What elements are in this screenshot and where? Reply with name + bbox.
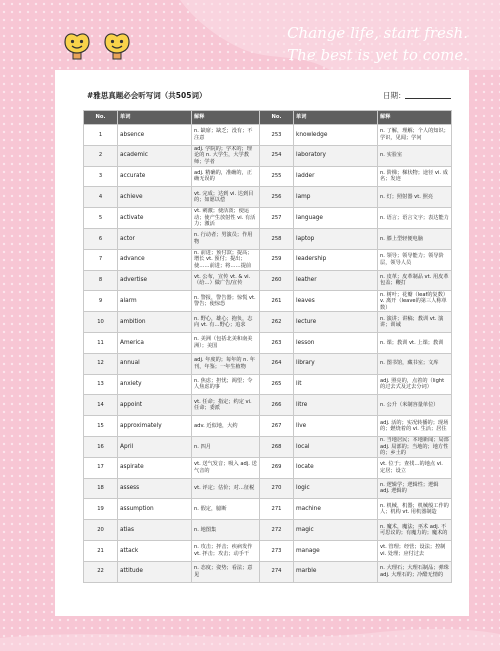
row-word: lamp	[294, 187, 378, 208]
table-row	[84, 457, 452, 478]
row-meaning: n. 态度；姿势；看法；意见	[192, 561, 260, 582]
row-meaning: n. 攻击；抨击；疾病发作 vt. 抨击；攻击；动手干	[192, 540, 260, 561]
row-number: 267	[260, 416, 294, 437]
row-meaning: n. 机械，机器；机械般工作的人；机构 vt. 用机器制造	[378, 499, 452, 520]
row-number: 6	[84, 228, 118, 249]
row-number: 265	[260, 374, 294, 395]
row-meaning: n. 膝上型轻便电脑	[378, 228, 452, 249]
row-word: lecture	[294, 312, 378, 333]
row-word: actor	[118, 228, 192, 249]
row-word: laboratory	[294, 145, 378, 166]
row-meaning: n. 逻辑学；逻辑性；逻辑 adj. 逻辑的	[378, 478, 452, 499]
table-row	[84, 436, 452, 457]
row-meaning: n. 当地居民；本地新闻；局部 adj. 局部的；当地的；地方性的；乡土的	[378, 436, 452, 457]
row-number: 269	[260, 457, 294, 478]
row-word: leather	[294, 270, 378, 291]
header-meaning: 解释	[192, 111, 260, 125]
row-number: 271	[260, 499, 294, 520]
document-title: #雅思真题必会听写词（共505词）	[87, 91, 207, 100]
row-number: 263	[260, 332, 294, 353]
table-row	[84, 291, 452, 312]
row-meaning: n. 课；教训 vt. 上课；教训	[378, 332, 452, 353]
row-number: 4	[84, 187, 118, 208]
row-word: magic	[294, 520, 378, 541]
row-number: 19	[84, 499, 118, 520]
table-row	[84, 374, 452, 395]
vocabulary-table	[83, 110, 452, 583]
row-number: 9	[84, 291, 118, 312]
header-no: No.	[260, 111, 294, 125]
row-word: assess	[118, 478, 192, 499]
row-word: accurate	[118, 166, 192, 187]
table-row	[84, 208, 452, 229]
table-row	[84, 312, 452, 333]
row-meaning: vt. 评定；估价；对…征税	[192, 478, 260, 499]
table-row	[84, 478, 452, 499]
row-word: aspirate	[118, 457, 192, 478]
row-word: leaves	[294, 291, 378, 312]
row-meaning: adj. 活的；实况转播的；现场的；燃烧着的 vi. 生活；居住	[378, 416, 452, 437]
row-number: 261	[260, 291, 294, 312]
row-word: absence	[118, 125, 192, 146]
row-number: 3	[84, 166, 118, 187]
row-meaning: vt. 刺激；使活泼；使运动；使产生放射性 vi. 有活力；激活	[192, 208, 260, 229]
row-number: 254	[260, 145, 294, 166]
header-meaning: 解释	[378, 111, 452, 125]
row-meaning: vt. 任命；指定；约定 vi. 任命；委派	[192, 395, 260, 416]
row-meaning: adj. 精确的，准确的，正确无误的	[192, 166, 260, 187]
row-word: local	[294, 436, 378, 457]
row-meaning: adv. 近似地，大约	[192, 416, 260, 437]
slogan-line-2: The best is yet to come.	[287, 46, 468, 64]
row-meaning: adj. 年度的；每年的 n. 年刊，年鉴；一年生植物	[192, 353, 260, 374]
row-word: approximately	[118, 416, 192, 437]
row-meaning: vt. 完成；达到 vi. 达到目的；如愿以偿	[192, 187, 260, 208]
row-meaning: n. 美洲（包括北美和南美洲）；美国	[192, 332, 260, 353]
row-word: advance	[118, 249, 192, 270]
row-meaning: vt. 管理；经营；设法；控制 vi. 处理；应付过去	[378, 540, 452, 561]
header-word: 单词	[294, 111, 378, 125]
row-word: appoint	[118, 395, 192, 416]
table-row	[84, 332, 452, 353]
row-number: 253	[260, 125, 294, 146]
row-number: 264	[260, 353, 294, 374]
row-word: anxiety	[118, 374, 192, 395]
table-row	[84, 416, 452, 437]
row-number: 2	[84, 145, 118, 166]
date-blank-line	[405, 98, 451, 99]
table-row	[84, 249, 452, 270]
table-row	[84, 499, 452, 520]
row-meaning: n. 地图集	[192, 520, 260, 541]
slogan-line-1: Change life, start fresh.	[287, 24, 468, 42]
row-meaning: n. 演讲；讲稿；教训 vt. 演讲；训诫	[378, 312, 452, 333]
row-number: 256	[260, 187, 294, 208]
table-row	[84, 520, 452, 541]
row-number: 10	[84, 312, 118, 333]
row-meaning: n. 语言；语言文字；表达能力	[378, 208, 452, 229]
header-word: 单词	[118, 111, 192, 125]
row-number: 272	[260, 520, 294, 541]
row-meaning: n. 公升（米制容量单位）	[378, 395, 452, 416]
row-number: 255	[260, 166, 294, 187]
row-meaning: n. 缺席；缺乏；没有；不注意	[192, 125, 260, 146]
table-row	[84, 125, 452, 146]
row-meaning: n. 行动者；男演员；作用物	[192, 228, 260, 249]
row-number: 17	[84, 457, 118, 478]
table-row	[84, 187, 452, 208]
table-header-row	[84, 111, 452, 125]
row-meaning: n. 野心，雄心；抱负，志向 vt. 有…野心；追求	[192, 312, 260, 333]
row-word: language	[294, 208, 378, 229]
row-number: 262	[260, 312, 294, 333]
row-meaning: n. 实验室	[378, 145, 452, 166]
row-word: manage	[294, 540, 378, 561]
row-number: 268	[260, 436, 294, 457]
row-word: ladder	[294, 166, 378, 187]
table-row	[84, 540, 452, 561]
row-meaning: n. 了解，理解；个人的知识；学识，见闻；学问	[378, 125, 452, 146]
row-number: 18	[84, 478, 118, 499]
row-word: litre	[294, 395, 378, 416]
worksheet	[55, 70, 469, 616]
row-word: lesson	[294, 332, 378, 353]
row-meaning: vt. 送气发音；吸入 adj. 送气音的	[192, 457, 260, 478]
row-number: 11	[84, 332, 118, 353]
row-number: 20	[84, 520, 118, 541]
row-number: 266	[260, 395, 294, 416]
row-meaning: n. 警报，警告器；惊慌 vt. 警告；使惊恐	[192, 291, 260, 312]
row-number: 257	[260, 208, 294, 229]
row-number: 258	[260, 228, 294, 249]
smiley-icon	[62, 30, 92, 60]
row-number: 274	[260, 561, 294, 582]
row-word: attack	[118, 540, 192, 561]
row-word: logic	[294, 478, 378, 499]
row-word: alarm	[118, 291, 192, 312]
table-row	[84, 228, 452, 249]
row-number: 22	[84, 561, 118, 582]
row-number: 260	[260, 270, 294, 291]
row-word: marble	[294, 561, 378, 582]
row-meaning: n. 四月	[192, 436, 260, 457]
smiley-icon	[102, 30, 132, 60]
row-number: 5	[84, 208, 118, 229]
row-word: America	[118, 332, 192, 353]
row-number: 8	[84, 270, 118, 291]
table-row	[84, 270, 452, 291]
row-word: leadership	[294, 249, 378, 270]
footer-wave	[0, 618, 500, 651]
row-meaning: vt. 公布，宣传 vt. & vi.（给…）做广告/宣传	[192, 270, 260, 291]
row-meaning: n. 大理石；大理石制品；弹珠 adj. 大理石的；冷酷无情的	[378, 561, 452, 582]
row-meaning: n. 魔术，魔法；巫术 adj. 不可思议的；有魔力的；魔术的	[378, 520, 452, 541]
row-meaning: n. 领导；领导能力；领导阶层，领导人员	[378, 249, 452, 270]
row-word: assumption	[118, 499, 192, 520]
row-number: 21	[84, 540, 118, 561]
row-meaning: n. 皮革；皮革制品 vt. 用皮革包盖；鞭打	[378, 270, 452, 291]
table-row	[84, 395, 452, 416]
row-meaning: vt. 位于；查找…的地点 vi. 定居；设立	[378, 457, 452, 478]
row-number: 15	[84, 416, 118, 437]
table-row	[84, 166, 452, 187]
row-word: live	[294, 416, 378, 437]
row-word: attitude	[118, 561, 192, 582]
row-meaning: n. 前进；预付款；提高；增长 vt. 预付；提出；使……前进；将……提前	[192, 249, 260, 270]
row-meaning: n. 树叶；花瓣（leaf的复数） v. 离开（leave的第三人称单数）	[378, 291, 452, 312]
row-word: atlas	[118, 520, 192, 541]
header-no: No.	[84, 111, 118, 125]
row-meaning: n. 图书馆，藏书室；文库	[378, 353, 452, 374]
row-number: 273	[260, 540, 294, 561]
row-number: 14	[84, 395, 118, 416]
row-word: locate	[294, 457, 378, 478]
row-meaning: n. 灯；照射器 vt. 照亮	[378, 187, 452, 208]
row-word: laptop	[294, 228, 378, 249]
row-number: 12	[84, 353, 118, 374]
row-word: library	[294, 353, 378, 374]
table-row	[84, 353, 452, 374]
row-meaning: n. 阶梯；梯状物；途径 vi. 成名；发迹	[378, 166, 452, 187]
row-word: advertise	[118, 270, 192, 291]
row-word: annual	[118, 353, 192, 374]
row-number: 13	[84, 374, 118, 395]
row-number: 1	[84, 125, 118, 146]
row-meaning: n. 焦虑；担忧；渴望；令人焦虑的事	[192, 374, 260, 395]
row-number: 16	[84, 436, 118, 457]
row-word: achieve	[118, 187, 192, 208]
row-meaning: adj. 照亮的，点着的（light的过去式及过去分词）	[378, 374, 452, 395]
row-meaning: adj. 学院的；学术的；理论的 n. 大学生，大学教师；学者	[192, 145, 260, 166]
row-word: April	[118, 436, 192, 457]
row-word: machine	[294, 499, 378, 520]
date-label: 日期：	[383, 91, 406, 100]
row-word: ambition	[118, 312, 192, 333]
row-word: lit	[294, 374, 378, 395]
row-word: academic	[118, 145, 192, 166]
row-word: activate	[118, 208, 192, 229]
row-number: 259	[260, 249, 294, 270]
row-word: knowledge	[294, 125, 378, 146]
row-number: 7	[84, 249, 118, 270]
table-row	[84, 145, 452, 166]
table-row	[84, 561, 452, 582]
row-number: 270	[260, 478, 294, 499]
row-meaning: n. 假定，臆断	[192, 499, 260, 520]
